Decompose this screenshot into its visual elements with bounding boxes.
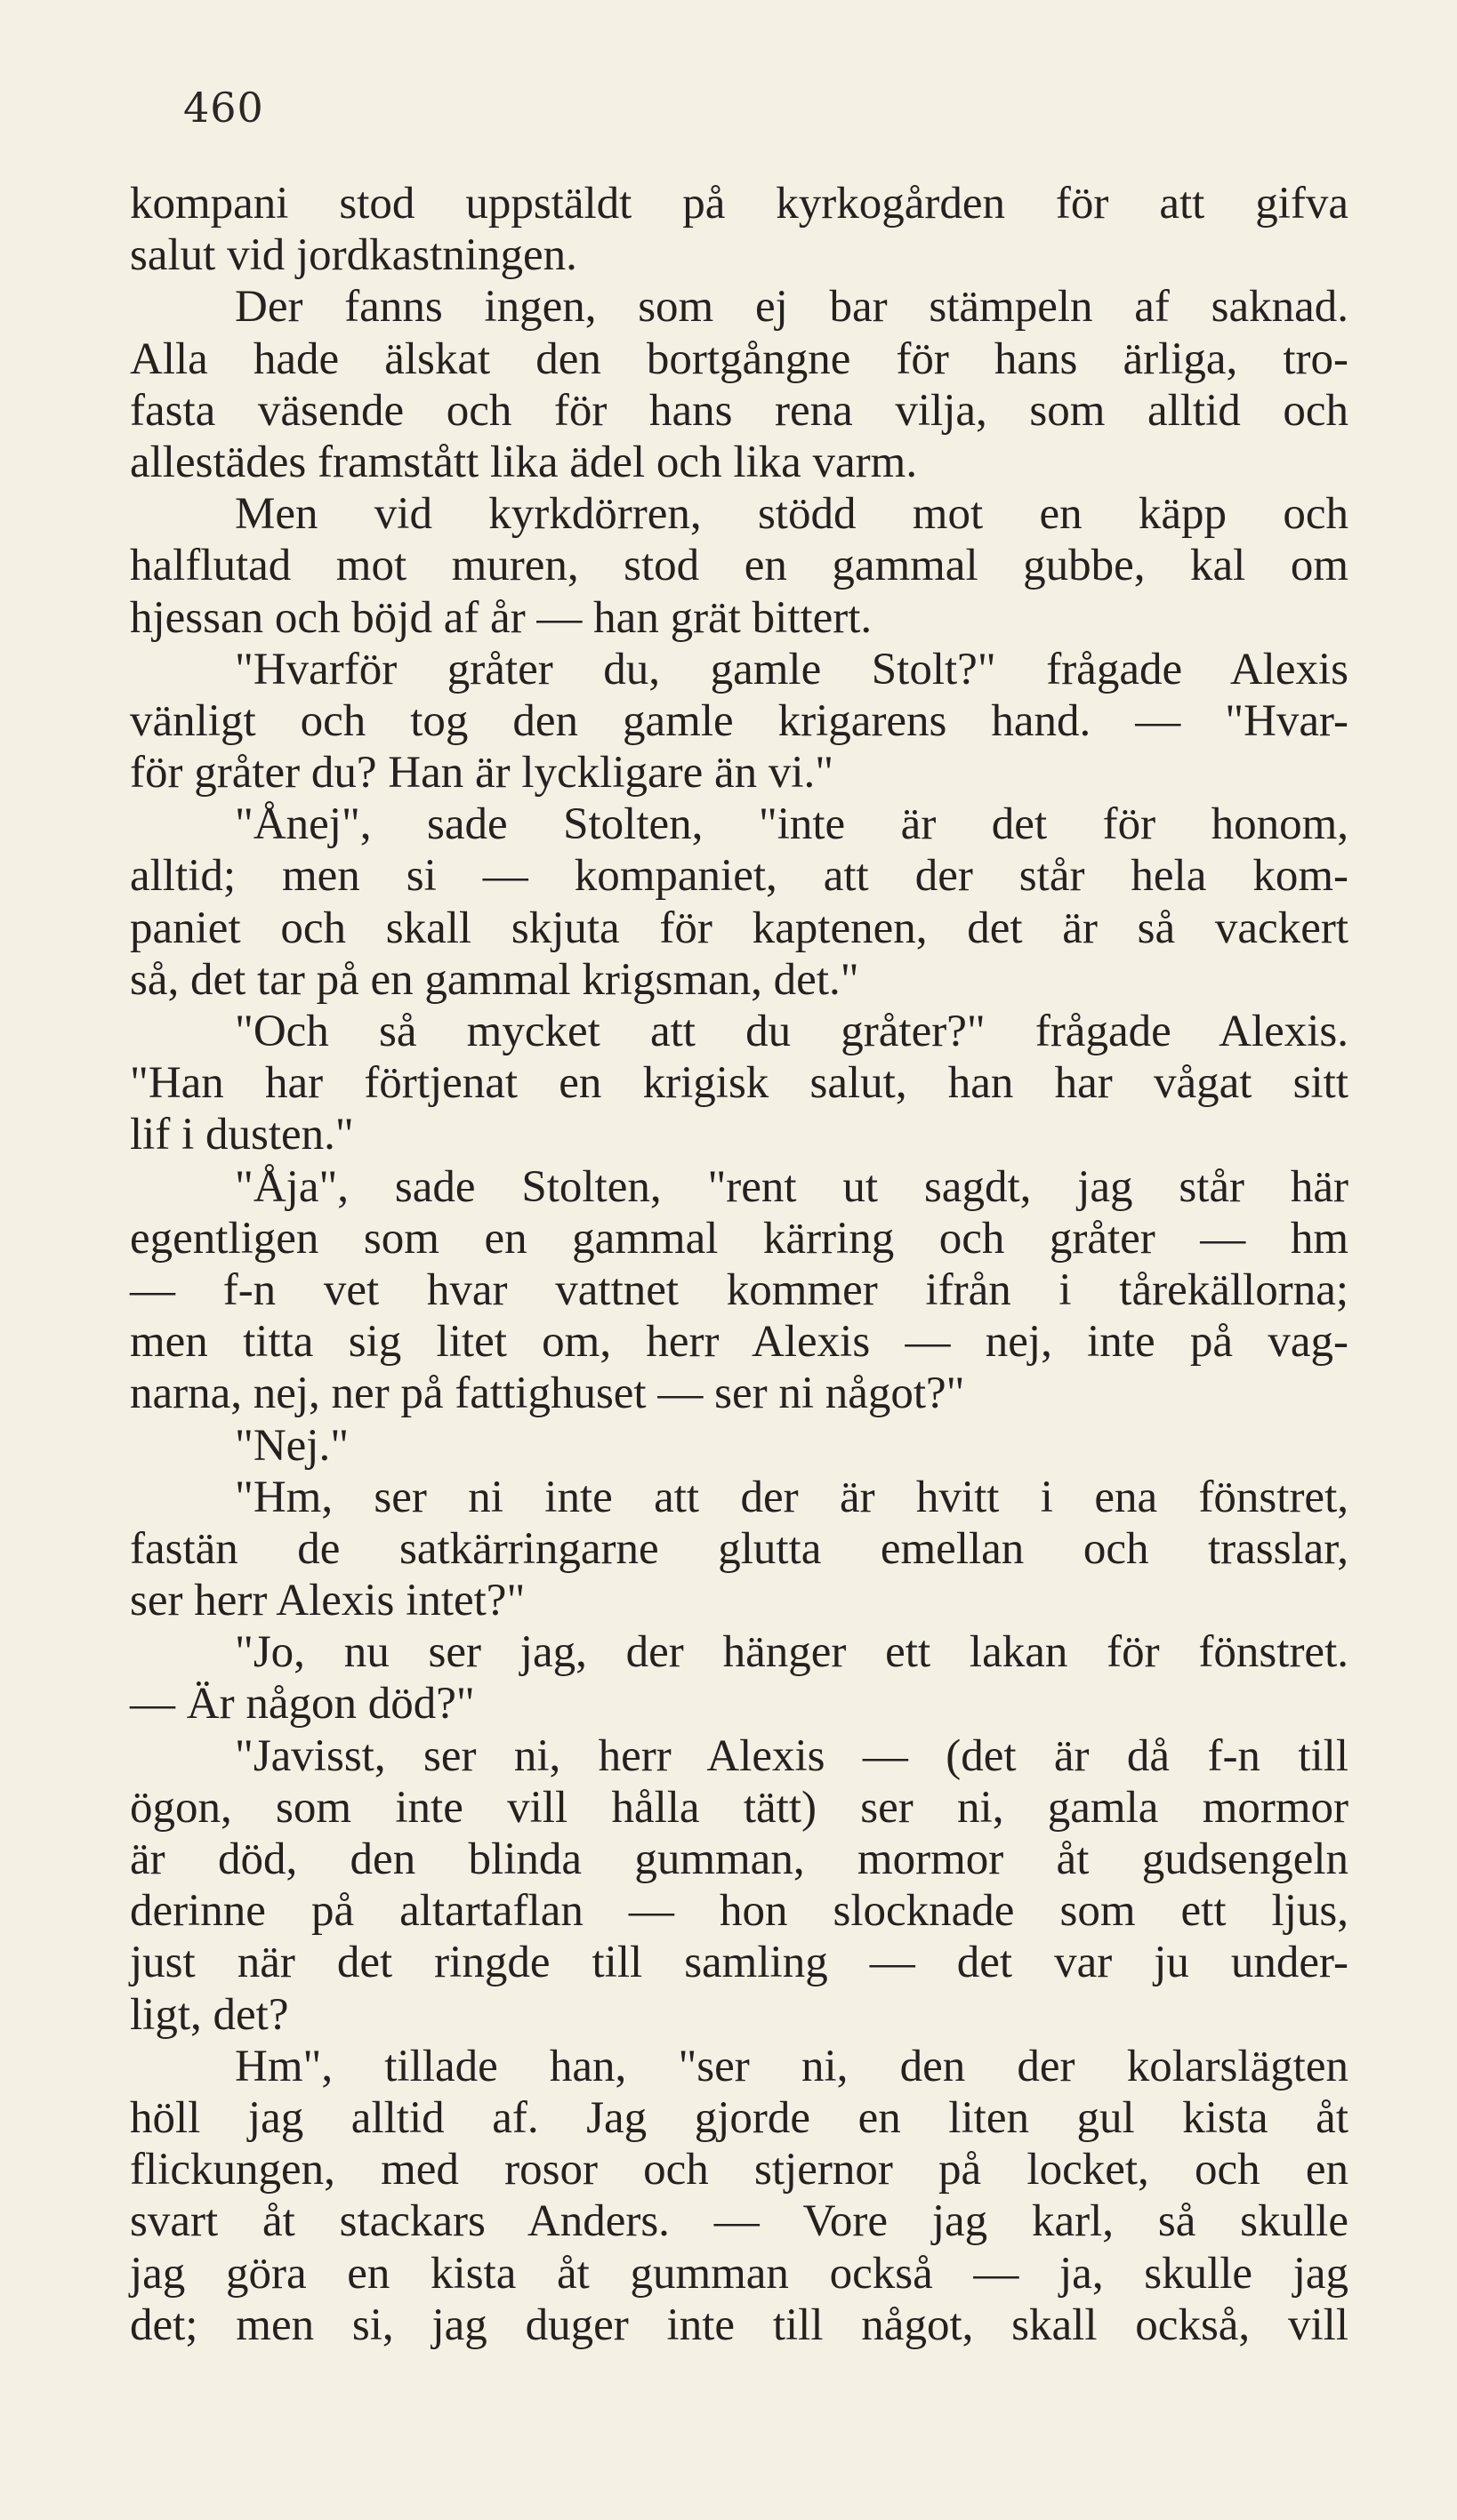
text-line: vänligt och tog den gamle krigarens hand. — "Hvar- <box>130 695 1348 746</box>
text-line: "Och så mycket att du gråter?" frågade Alexis. <box>235 1007 1348 1056</box>
text-line: fastän de satkärringarne glutta emellan och trasslar, <box>130 1523 1348 1574</box>
text-line: men titta sig litet om, herr Alexis — nej, inte på vag- <box>130 1317 1348 1368</box>
text-line: derinne på altartaflan — hon slocknade som ett ljus, <box>130 1886 1348 1937</box>
text-line: för gråter du? Han är lyckligare än vi." <box>130 748 834 799</box>
text-line: lif i dusten." <box>130 1110 354 1160</box>
text-line: salut vid jordkastningen. <box>130 230 577 281</box>
text-line: det; men si, jag duger inte till något, skall också, vill <box>130 2299 1348 2350</box>
text-line: svart åt stackars Anders. — Vore jag karl, så skulle <box>130 2196 1348 2247</box>
text-line: narna, nej, ner på fattighuset — ser ni något?" <box>130 1368 965 1419</box>
text-line: jag göra en kista åt gumman också — ja, skulle jag <box>130 2248 1348 2299</box>
text-line: — Är någon död?" <box>130 1679 475 1729</box>
text-line: halflutad mot muren, stod en gammal gubbe, kal om <box>130 541 1348 591</box>
text-line: är död, den blinda gumman, mormor åt gudsengeln <box>130 1834 1348 1884</box>
text-line: "Åja", sade Stolten, "rent ut sagdt, jag står här <box>235 1161 1348 1212</box>
text-line: höll jag alltid af. Jag gjorde en liten gul kista åt <box>130 2092 1348 2143</box>
text-line: just när det ringde till samling — det var ju under- <box>130 1938 1348 1988</box>
text-line: ligt, det? <box>130 1989 289 2040</box>
text-line: alltid; men si — kompaniet, att der står hela kom- <box>130 851 1348 902</box>
text-line: så, det tar på en gammal krigsman, det." <box>130 954 859 1005</box>
text-line: flickungen, med rosor och stjernor på locket, och en <box>130 2145 1348 2195</box>
text-line: hjessan och böjd af år — han grät bittert. <box>130 592 873 643</box>
text-line: allestädes framstått lika ädel och lika varm. <box>130 437 918 487</box>
page-number: 460 <box>183 84 264 132</box>
text-line: paniet och skall skjuta för kaptenen, det är så vackert <box>130 903 1348 953</box>
text-line: "Ånej", sade Stolten, "inte är det för honom, <box>235 799 1348 850</box>
text-line: "Javisst, ser ni, herr Alexis — (det är då f-n till <box>235 1730 1348 1781</box>
text-line: ögon, som inte vill hålla tätt) ser ni, gamla mormor <box>130 1782 1348 1833</box>
text-line: fasta väsende och för hans rena vilja, som alltid och <box>130 385 1348 436</box>
text-line: kompani stod uppstäldt på kyrkogården för att gifva <box>130 179 1348 229</box>
body-text <box>130 178 1348 2351</box>
text-line: "Hm, ser ni inte att der är hvitt i ena fönstret, <box>235 1472 1348 1522</box>
text-line: Hm", tillade han, "ser ni, den der kolarslägten <box>235 2041 1348 2091</box>
text-line: egentligen som en gammal kärring och gråter — hm <box>130 1213 1348 1264</box>
text-line: Men vid kyrkdörren, stödd mot en käpp och <box>235 489 1348 540</box>
text-line: "Hvarför gråter du, gamle Stolt?" frågade Alexis <box>235 644 1348 694</box>
text-line: Der fanns ingen, som ej bar stämpeln af saknad. <box>235 282 1348 333</box>
text-line: "Jo, nu ser jag, der hänger ett lakan för fönstret. <box>235 1627 1348 1678</box>
text-line: "Nej." <box>235 1420 350 1471</box>
text-line: Alla hade älskat den bortgångne för hans ärliga, tro- <box>130 333 1348 384</box>
text-line: ser herr Alexis intet?" <box>130 1576 526 1626</box>
text-line: "Han har förtjenat en krigisk salut, han har vågat sitt <box>130 1058 1348 1109</box>
text-line: — f-n vet hvar vattnet kommer ifrån i tårekällorna; <box>130 1264 1348 1315</box>
